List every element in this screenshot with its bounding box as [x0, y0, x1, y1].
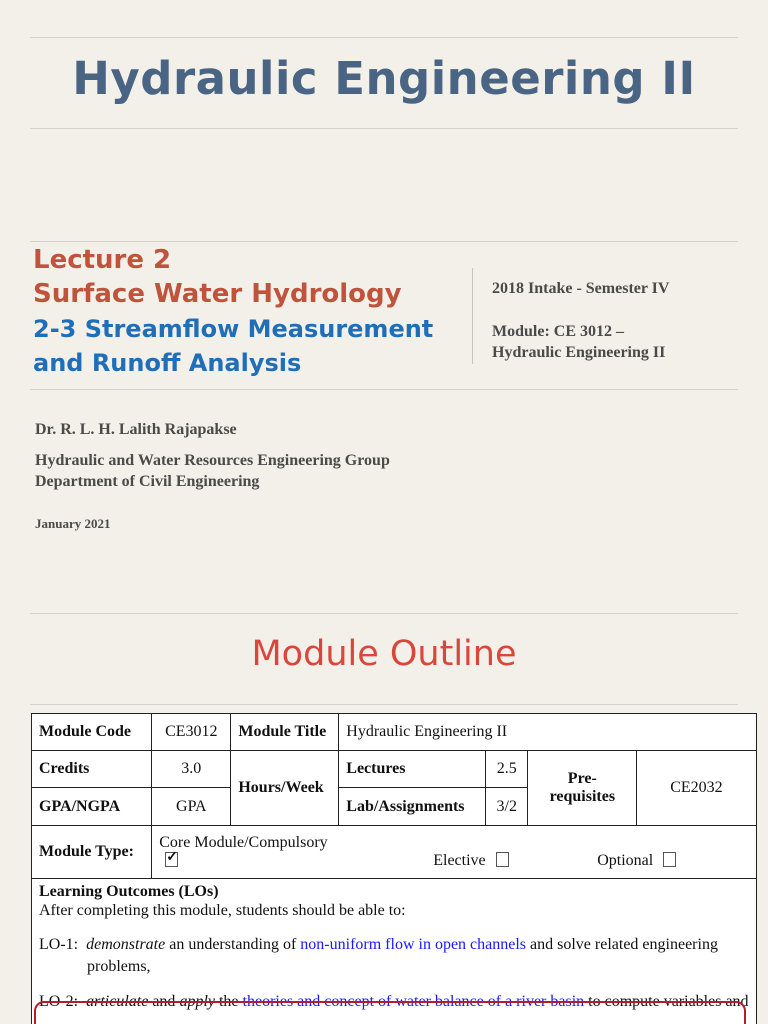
lo1-verb: demonstrate — [86, 936, 166, 953]
section-divider-top — [30, 241, 738, 242]
gpa-label: GPA/NGPA — [32, 788, 152, 826]
intake-text: 2018 Intake - Semester IV — [492, 280, 670, 297]
elective-checkbox-icon — [496, 852, 509, 867]
credits-label: Credits — [32, 751, 152, 788]
lo2-the: the — [218, 993, 239, 1010]
lab-value: 3/2 — [486, 788, 528, 826]
core-label: Core Module/Compulsory — [159, 834, 328, 851]
group-name: Hydraulic and Water Resources Engineering Group — [35, 452, 390, 469]
module-type-options — [152, 826, 756, 879]
module-title-label: Module Title — [231, 714, 339, 751]
optional-label: Optional — [597, 852, 654, 869]
elective-label: Elective — [433, 852, 486, 869]
lo2-and: and — [152, 993, 176, 1010]
module-type-label: Module Type: — [32, 826, 152, 879]
lo-intro: After completing this module, students should be able to: — [39, 902, 406, 919]
lo-heading: Learning Outcomes (LOs) — [39, 883, 219, 900]
course-info — [492, 278, 669, 363]
module-text-line2: Hydraulic Engineering II — [492, 344, 666, 361]
section-divider-bottom — [30, 389, 738, 390]
top-divider — [30, 37, 738, 38]
title-divider — [30, 128, 738, 129]
slide2-title-divider — [30, 704, 738, 705]
learning-outcomes-cell — [32, 879, 757, 1024]
lecture-heading — [33, 243, 433, 381]
module-code-label: Module Code — [32, 714, 152, 751]
lo2-highlight-box — [34, 1001, 746, 1024]
lo1-mid: an understanding of — [169, 936, 297, 953]
author-name: Dr. R. L. H. Lalith Rajapakse — [35, 421, 237, 438]
lo1-topic: non-uniform flow in open channels — [300, 936, 527, 953]
prerequisites-label: Pre-requisites — [528, 751, 637, 826]
lo2-verb2: apply — [179, 993, 215, 1010]
module-outline-table — [31, 713, 757, 1024]
lectures-value: 2.5 — [486, 751, 528, 788]
lo1-rest: and solve related engineering problems, — [87, 936, 718, 975]
date-text: January 2021 — [35, 516, 111, 531]
lo2-topic: theories and concept of water balance of a river basin — [242, 993, 585, 1010]
vertical-divider — [472, 268, 473, 364]
credits-value: 3.0 — [152, 751, 231, 788]
module-text-line1: Module: CE 3012 – — [492, 323, 624, 340]
slide2-top-divider — [30, 613, 738, 614]
lab-label: Lab/Assignments — [339, 788, 486, 826]
optional-checkbox-icon — [663, 852, 676, 867]
lo2-rest: to compute variables and — [588, 993, 749, 1010]
lo2-verb1: articulate — [86, 993, 149, 1010]
department-name: Department of Civil Engineering — [35, 473, 260, 490]
lecture-number: Lecture 2 — [33, 245, 172, 275]
lo1-prefix: LO-1: — [39, 936, 79, 953]
core-checkbox-checked-icon — [165, 852, 178, 867]
gpa-value: GPA — [152, 788, 231, 826]
lo1-item — [39, 934, 749, 978]
lecture-subtopic-line2: and Runoff Analysis — [33, 349, 302, 377]
slide2-title: Module Outline — [251, 634, 517, 674]
lecture-topic: Surface Water Hydrology — [33, 279, 402, 309]
lo2-prefix: LO-2: — [39, 993, 79, 1010]
slide-title: Hydraulic Engineering II — [72, 52, 696, 105]
lecture-subtopic-line1: 2-3 Streamflow Measurement — [33, 315, 434, 343]
prerequisites-value: CE2032 — [637, 751, 756, 826]
module-title-value: Hydraulic Engineering II — [339, 714, 756, 751]
lectures-label: Lectures — [339, 751, 486, 788]
module-code-value: CE3012 — [152, 714, 231, 751]
hours-week-label: Hours/Week — [231, 751, 339, 826]
